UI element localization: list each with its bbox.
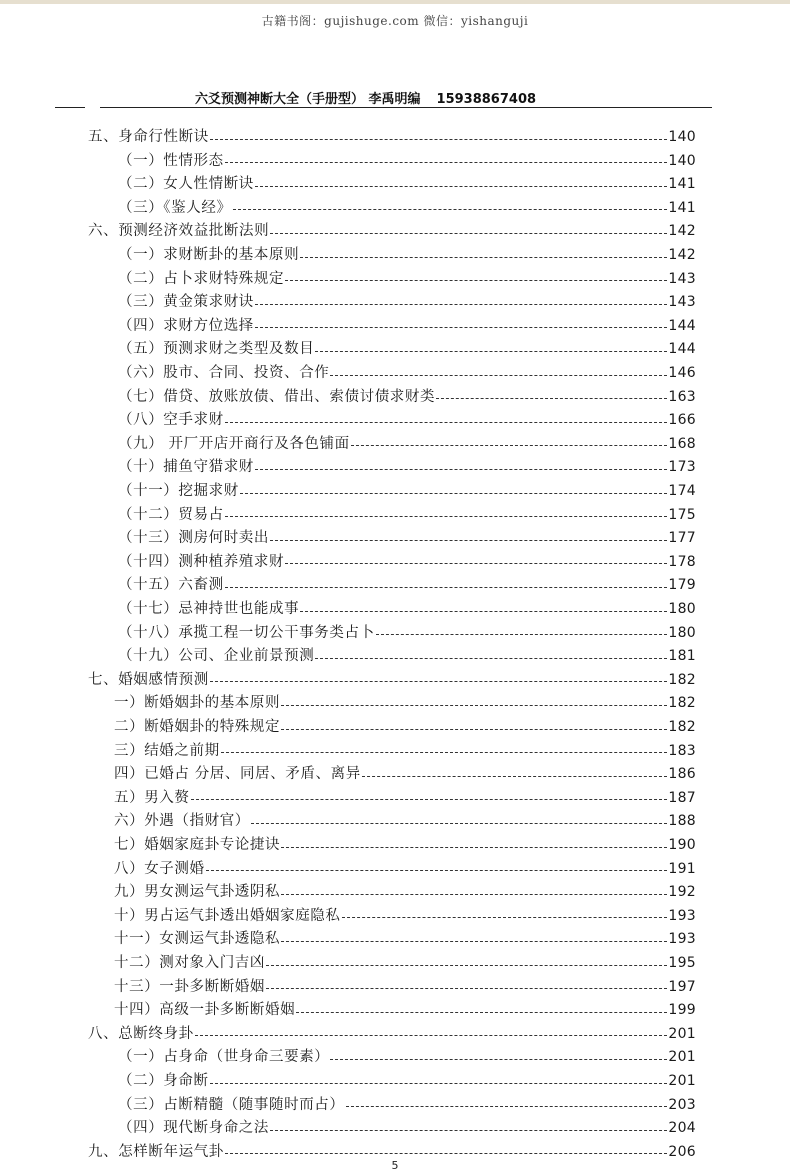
dot-leader [281,847,667,848]
dot-leader [285,563,667,564]
dot-leader [362,776,668,777]
toc-subsection-entry [118,1094,696,1116]
toc-entry-title: 九、怎样断年运气卦 [88,1143,224,1160]
toc-entry-title: （四）现代断身命之法 [118,1120,269,1137]
dot-leader [270,233,667,234]
toc-subsection-entry [114,763,696,785]
toc-entry-title: 八、总断终身卦 [88,1025,194,1042]
dot-leader [191,799,668,800]
toc-section-entry [88,220,696,242]
toc-entry-title: （十二）贸易占 [118,506,224,523]
toc-entry-title: （十七）忌神持世也能成事 [118,601,300,617]
toc-subsection-entry [114,858,696,880]
dot-leader [281,705,667,706]
toc-entry-title: （五）预测求财之类型及数目 [118,341,315,358]
toc-entry-title: （八）空手求财 [118,412,224,429]
toc-entry-title: （三）《鉴人经》 [118,199,232,216]
toc-entry-title: （三）占断精髓（随事随时而占） [118,1096,345,1113]
dot-leader [233,209,668,210]
toc-entry-page: 203 [668,1096,696,1113]
toc-entry-page: 163 [668,388,696,405]
dot-leader [225,587,668,588]
toc-subsection-entry [114,810,696,832]
dot-leader [376,634,668,635]
dot-leader [315,658,667,659]
dot-leader [342,917,668,918]
toc-entry-page: 140 [668,129,696,145]
toc-entry-title: （十一）挖掘求财 [118,483,239,499]
dot-leader [330,1059,667,1060]
toc-entry-page: 201 [668,1049,696,1066]
toc-entry-title: 九）男女测运气卦透阴私 [114,884,281,901]
toc-subsection-entry [118,291,696,313]
toc-entry-title: （一）占身命（世身命三要素） [118,1049,330,1066]
toc-entry-page: 144 [668,341,696,358]
toc-subsection-entry [114,976,696,998]
toc-entry-title: 二）断婚姻卦的特殊规定 [114,719,281,735]
toc-entry-title: 十）男占运气卦透出婚姻家庭隐私 [114,907,341,924]
dot-leader [225,1153,667,1154]
toc-entry-page: 195 [668,955,696,971]
dot-leader [195,1035,668,1036]
toc-entry-page: 191 [668,860,696,877]
toc-subsection-entry [118,433,696,455]
toc-subsection-entry [118,598,696,620]
toc-entry-page: 166 [668,412,696,429]
toc-entry-page: 183 [668,742,696,759]
toc-subsection-entry [114,692,696,714]
dot-leader [266,988,667,989]
toc-entry-title: 一）断婚姻卦的基本原则 [114,695,281,712]
toc-subsection-entry [118,1046,696,1068]
toc-entry-page: 182 [668,695,696,712]
dot-leader [225,516,668,517]
toc-entry-page: 177 [668,530,696,547]
dot-leader [210,1083,668,1084]
phone-number: 15938867408 [436,92,537,107]
toc-entry-title: 四）已婚占 分居、同居、矛盾、离异 [114,766,361,783]
dot-leader [225,162,668,163]
dot-leader [206,870,668,871]
toc-entry-title: 十二）测对象入门吉凶 [114,955,265,971]
toc-entry-title: 八）女子测婚 [114,860,205,877]
dot-leader [270,540,667,541]
toc-entry-page: 146 [668,365,696,381]
toc-entry-page: 192 [668,884,696,901]
toc-entry-title: 六）外遇（指财官） [114,813,250,830]
toc-subsection-entry [114,905,696,927]
dot-leader [251,823,667,824]
toc-entry-page: 178 [668,553,696,570]
toc-subsection-entry [118,1070,696,1092]
dot-leader [346,1106,668,1107]
toc-entry-title: （一）性情形态 [118,152,224,169]
toc-entry-page: 187 [668,789,696,806]
toc-subsection-entry [114,834,696,856]
toc-entry-page: 182 [668,671,696,688]
toc-entry-page: 186 [668,766,696,783]
toc-entry-title: （七）借贷、放账放债、借出、索债讨债求财类 [118,388,436,405]
toc-subsection-entry [118,315,696,337]
dot-leader [281,941,667,942]
dot-leader [315,351,667,352]
toc-entry-page: 199 [668,1002,696,1019]
toc-entry-page: 175 [668,506,696,523]
toc-subsection-entry [118,409,696,431]
dot-leader [255,327,667,328]
toc-subsection-entry [118,504,696,526]
toc-entry-page: 143 [668,294,696,311]
header-rule-left [55,107,85,108]
toc-entry-title: （十三）测房何时卖出 [118,530,269,547]
toc-entry-page: 182 [668,719,696,735]
dot-leader [221,752,668,753]
dot-leader [300,257,667,258]
toc-entry-title: 五、身命行性断诀 [88,129,209,145]
dot-leader [255,469,667,470]
toc-subsection-entry [114,952,696,974]
toc-section-entry [88,126,696,148]
toc-entry-page: 206 [668,1143,696,1160]
toc-section-entry [88,1023,696,1045]
book-title: 六爻预测神断大全（手册型） 李禹明编 [195,92,421,107]
dot-leader [270,1130,667,1131]
page-number: 5 [391,1159,399,1172]
toc-entry-title: （十九）公司、企业前景预测 [118,648,315,665]
toc-entry-page: 201 [668,1025,696,1042]
toc-entry-title: （三）黄金策求财诀 [118,294,254,311]
watermark-text: 古籍书阁：gujishuge.com 微信：yishanguji [261,14,529,28]
dot-leader [210,681,668,682]
toc-entry-page: 141 [668,176,696,193]
toc-entry-title: （二）占卜求财特殊规定 [118,270,285,287]
toc-entry-page: 143 [668,270,696,287]
toc-entry-page: 142 [668,223,696,240]
toc-subsection-entry [118,645,696,667]
dot-leader [436,398,667,399]
toc-subsection-entry [118,173,696,195]
toc-entry-page: 144 [668,317,696,334]
toc-entry-title: （九） 开厂开店开商行及各色铺面 [118,435,350,452]
dot-leader [296,1012,667,1013]
toc-entry-title: （四）求财方位选择 [118,317,254,334]
toc-subsection-entry [118,480,696,502]
toc-subsection-entry [118,386,696,408]
dot-leader [225,422,668,423]
toc-entry-title: 七、婚姻感情预测 [88,671,209,688]
toc-subsection-entry [114,999,696,1021]
toc-entry-page: 180 [668,601,696,617]
toc-subsection-entry [118,150,696,172]
dot-leader [255,304,667,305]
toc-entry-title: 六、预测经济效益批断法则 [88,223,270,240]
toc-entry-title: （一）求财断卦的基本原则 [118,247,300,263]
toc-entry-title: （十八）承揽工程一切公干事务类占卜 [118,624,375,641]
toc-entry-title: 十四）高级一卦多断断婚姻 [114,1002,296,1019]
toc-entry-title: （十四）测种植养殖求财 [118,553,285,570]
toc-subsection-entry [114,740,696,762]
toc-entry-page: 180 [668,624,696,641]
toc-subsection-entry [114,787,696,809]
toc-entry-page: 140 [668,152,696,169]
toc-entry-title: （六）股市、合同、投资、合作 [118,365,330,381]
toc-subsection-entry [118,197,696,219]
dot-leader [330,375,667,376]
toc-subsection-entry [118,268,696,290]
toc-entry-page: 181 [668,648,696,665]
toc-subsection-entry [114,928,696,950]
toc-subsection-entry [118,338,696,360]
toc-entry-title: 十三）一卦多断断婚姻 [114,978,265,995]
toc-entry-title: 七）婚姻家庭卦专论捷诀 [114,837,281,853]
dot-leader [281,729,667,730]
dot-leader [285,280,667,281]
dot-leader [210,139,668,140]
toc-entry-page: 201 [668,1073,696,1089]
toc-subsection-entry [118,622,696,644]
toc-entry-title: 五）男入赘 [114,789,190,806]
dot-leader [351,445,668,446]
toc-subsection-entry [118,574,696,596]
running-header [195,88,536,107]
toc-entry-page: 174 [668,483,696,499]
toc-subsection-entry [114,716,696,738]
toc-subsection-entry [118,551,696,573]
toc-entry-title: （十）捕鱼守猎求财 [118,459,254,476]
toc-subsection-entry [118,527,696,549]
toc-subsection-entry [118,362,696,384]
top-border [0,0,790,4]
toc-entry-page: 141 [668,199,696,216]
header-rule-right [100,107,712,108]
toc-entry-title: 十一）女测运气卦透隐私 [114,931,281,948]
toc-entry-page: 197 [668,978,696,995]
toc-subsection-entry [118,456,696,478]
toc-entry-page: 193 [668,931,696,948]
toc-entry-title: （二）身命断 [118,1073,209,1089]
toc-entry-title: 三）结婚之前期 [114,742,220,759]
toc-entry-page: 173 [668,459,696,476]
toc-entry-page: 204 [668,1120,696,1137]
toc-section-entry [88,669,696,691]
dot-leader [240,493,668,494]
toc-entry-page: 188 [668,813,696,830]
toc-entry-page: 179 [668,577,696,594]
toc-subsection-entry [114,881,696,903]
toc-entry-page: 190 [668,837,696,853]
dot-leader [300,611,667,612]
toc-entry-title: （二）女人性情断诀 [118,176,254,193]
dot-leader [266,965,667,966]
toc-subsection-entry [118,1117,696,1139]
toc-entry-page: 168 [668,435,696,452]
dot-leader [255,186,667,187]
toc-entry-page: 142 [668,247,696,263]
dot-leader [281,894,667,895]
toc-entry-page: 193 [668,907,696,924]
toc-subsection-entry [118,244,696,266]
toc-entry-title: （十五）六畜测 [118,577,224,594]
